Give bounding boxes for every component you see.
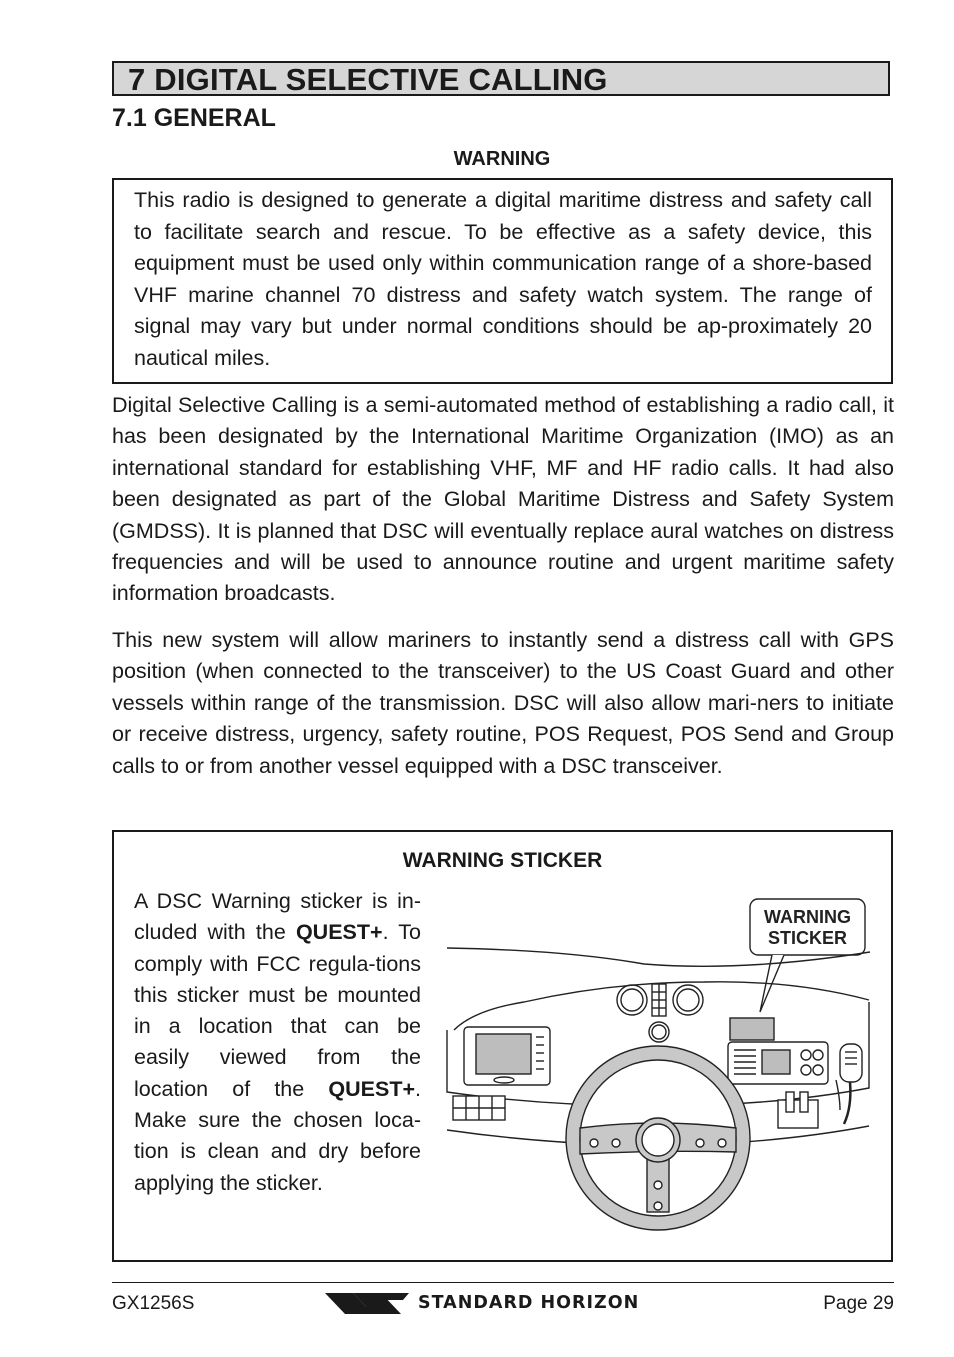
sticker-heading: WARNING STICKER — [402, 849, 603, 872]
dsc-capabilities-paragraph: This new system will allow mariners to instantly send a distress call with GPS position (when connected to the transceiver) to the US Coast Guard and other vessels within range of the transmission. DSC will also allow mari-ners to initiate or receive distress, urgency, safety routine, POS Request, POS Send and Group calls to or from another vessel equipped with a DSC transceiver. — [112, 628, 894, 778]
sticker-instructions — [134, 886, 421, 1199]
boat-helm-dashboard-illustration — [444, 892, 876, 1237]
footer-model: GX1256S — [112, 1293, 195, 1314]
callout-line-1: WARNING — [764, 907, 851, 927]
brand-name: STANDARD HORIZON — [418, 1293, 640, 1313]
warning-box — [112, 178, 893, 384]
chapter-header — [112, 61, 890, 96]
warning-text: This radio is designed to generate a digital maritime distress and safety call to facilitate search and rescue. To be effective as a safety device, this equipment must be used only within communication range of a shore-based VHF marine channel 70 distress and safety watch system. The range of signal may vary but under normal conditions should be ap-proximately 20 nautical miles. — [134, 188, 872, 370]
product-name: QUEST+ — [295, 920, 383, 945]
product-name: QUEST+ — [328, 1076, 416, 1101]
sticker-location — [730, 1018, 774, 1040]
standard-horizon-logo-icon — [323, 1290, 411, 1318]
sticker-text-part-2: . To comply with FCC regula-tions this sticker must be mounted in a location that can be easily viewed from the location of the — [134, 920, 422, 1101]
sticker-text-part-1: A DSC Warning sticker is in-cluded with the — [134, 889, 421, 945]
warning-heading: WARNING — [453, 148, 551, 170]
chapter-title: 7 DIGITAL SELECTIVE CALLING — [128, 62, 608, 97]
sticker-text-part-3: . Make sure the chosen loca-tion is clean and dry before applying the sticker. — [134, 1076, 421, 1195]
page-number: Page 29 — [823, 1293, 894, 1314]
warning-sticker-box — [112, 830, 893, 1262]
section-title: 7.1 GENERAL — [112, 104, 276, 132]
callout-line-2: STICKER — [767, 928, 848, 948]
footer-divider — [112, 1282, 894, 1283]
dsc-description-paragraph: Digital Selective Calling is a semi-automated method of establishing a radio call, it has been designated by the International Maritime Organization (IMO) as an international standard for establishing VHF, MF and HF radio calls. It had also been designated as part of the Global Maritime Distress and Safety System (GMDSS). It is planned that DSC will eventually replace aural watches on distress frequencies and will be used to announce routine and urgent maritime safety information broadcasts. — [112, 393, 894, 606]
